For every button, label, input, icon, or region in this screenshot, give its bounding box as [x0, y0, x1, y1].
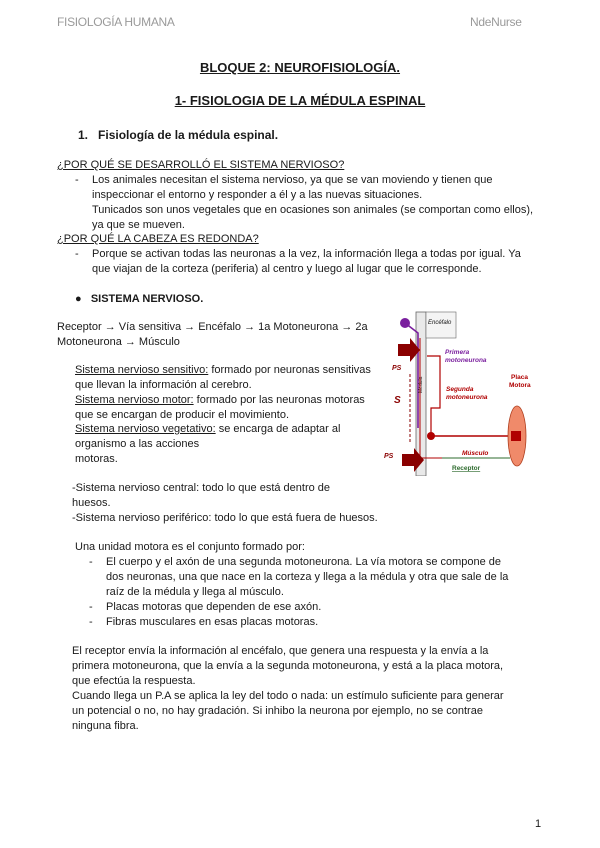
label-musculo: Músculo — [462, 450, 489, 457]
section-title: Fisiología de la médula espinal. — [98, 128, 279, 142]
label-medula: Médula — [418, 376, 424, 393]
question-2: ¿POR QUÉ LA CABEZA ES REDONDA? — [57, 233, 259, 245]
motor-unit-item-2: Placas motoras que dependen de ese axón. — [106, 601, 322, 613]
system-sensitive — [75, 363, 371, 378]
label-ps-bottom: PS — [384, 453, 394, 460]
label-receptor: Receptor — [452, 465, 481, 472]
question-1: ¿POR QUÉ SE DESARROLLÓ EL SISTEMA NERVIOSO? — [57, 159, 345, 171]
q1-line-3: Tunicados son unos vegetales que en ocasiones son animales (se comportan como ellos), — [92, 204, 534, 216]
label-segunda: Segunda — [446, 386, 474, 393]
system-vegetative-label: Sistema nervioso vegetativo: — [75, 423, 216, 435]
system-vegetative-text: se encarga de adaptar al — [215, 423, 341, 435]
final-line-6: ninguna fibra. — [72, 720, 139, 732]
bullet-heading — [75, 292, 203, 307]
q1-line-4: ya que se mueven. — [92, 219, 185, 231]
system-motor-text: formado por las neuronas motoras — [193, 394, 365, 406]
system-vegetative-cont-1: organismo a las acciones — [75, 438, 200, 450]
pathway-line-1: Receptor → Vía sensitiva → Encéfalo → 1a Motoneurona → 2a — [57, 321, 368, 333]
bullet-icon: ● — [75, 293, 82, 305]
q2-line-1: Porque se activan todas las neuronas a la vez, la información llega a todas por igual. Ya — [92, 248, 521, 260]
header-left: FISIOLOGÍA HUMANA — [57, 15, 175, 29]
motor-unit-intro: Una unidad motora es el conjunto formado por: — [75, 541, 305, 553]
motor-unit-item-1-cont-1: dos neuronas, una que nace en la corteza y llega a la médula y otra que sale de la — [106, 571, 509, 583]
label-primera: Primera — [445, 349, 470, 356]
section-heading — [78, 128, 278, 142]
system-sensitive-label: Sistema nervioso sensitivo: — [75, 364, 209, 376]
dash: - — [89, 601, 93, 613]
system-sensitive-cont: que llevan la información al cerebro. — [75, 379, 252, 391]
second-motoneuron-path — [427, 356, 440, 436]
label-placa: Placa — [511, 374, 528, 381]
dash: - — [75, 174, 79, 186]
system-motor-label: Sistema nervioso motor: — [75, 394, 194, 406]
division-line-2: huesos. — [72, 497, 111, 509]
motor-unit-item-3: Fibras musculares en esas placas motoras. — [106, 616, 319, 628]
label-motora: Motora — [509, 382, 531, 389]
bullet-title: SISTEMA NERVIOSO. — [90, 293, 204, 305]
final-line-5: un potencial o no, no hay gradación. Si inhibo la neurona por ejemplo, no se contrae — [72, 705, 483, 717]
final-line-4: Cuando llega un P.A se aplica la ley del todo o nada: un estímulo suficiente para generar — [72, 690, 504, 702]
q2-line-2: que viajan de la corteza (periferia) al centro y luego al lugar que le corresponde. — [92, 263, 482, 275]
division-line-3: -Sistema nervioso periférico: todo lo que está fuera de huesos. — [72, 512, 378, 524]
q1-line-1: Los animales necesitan el sistema nervioso, ya que se van moviendo y tienen que — [92, 174, 493, 186]
system-sensitive-text: formado por neuronas sensitivas — [208, 364, 371, 376]
division-line-1: -Sistema nervioso central: todo lo que está dentro de — [72, 482, 331, 494]
motor-unit-item-1: El cuerpo y el axón de una segunda motoneurona. La vía motora se compone de — [106, 556, 502, 568]
header-right: NdeNurse — [470, 15, 522, 29]
label-encefalo: Encéfalo — [428, 320, 452, 326]
label-s: S — [394, 395, 401, 406]
q1-line-2: inspeccionar el entorno y responder a él y a las nuevas situaciones. — [92, 189, 423, 201]
pathway-line-2: Motoneurona → Músculo — [57, 336, 180, 348]
system-motor — [75, 393, 365, 408]
final-line-2: primera motoneurona, que la envía a la segunda motoneurona, y está a la placa motora, — [72, 660, 504, 672]
block-title: BLOQUE 2: NEUROFISIOLOGÍA. — [199, 60, 401, 75]
label-motoneurona-2: motoneurona — [446, 394, 488, 401]
system-vegetative — [75, 422, 340, 437]
dash: - — [75, 248, 79, 260]
motor-unit-item-1-cont-2: raíz de la médula y llega al músculo. — [106, 586, 284, 598]
dash: - — [89, 556, 93, 568]
system-motor-cont: que se encargan de producir el movimiento. — [75, 409, 290, 421]
label-motoneurona-1: motoneurona — [445, 357, 487, 364]
final-line-3: que efectúa la respuesta. — [72, 675, 196, 687]
motor-plate — [511, 431, 521, 441]
system-vegetative-cont-2: motoras. — [75, 453, 118, 465]
dash: - — [89, 616, 93, 628]
section-number: 1. — [78, 128, 89, 142]
chapter-title: 1- FISIOLOGIA DE LA MÉDULA ESPINAL — [174, 93, 426, 108]
label-ps-top: PS — [392, 365, 402, 372]
page-number: 1 — [535, 818, 542, 830]
spinal-reflex-diagram — [380, 308, 540, 476]
final-line-1: El receptor envía la información al encéfalo, que genera una respuesta y la envía a la — [72, 645, 489, 657]
